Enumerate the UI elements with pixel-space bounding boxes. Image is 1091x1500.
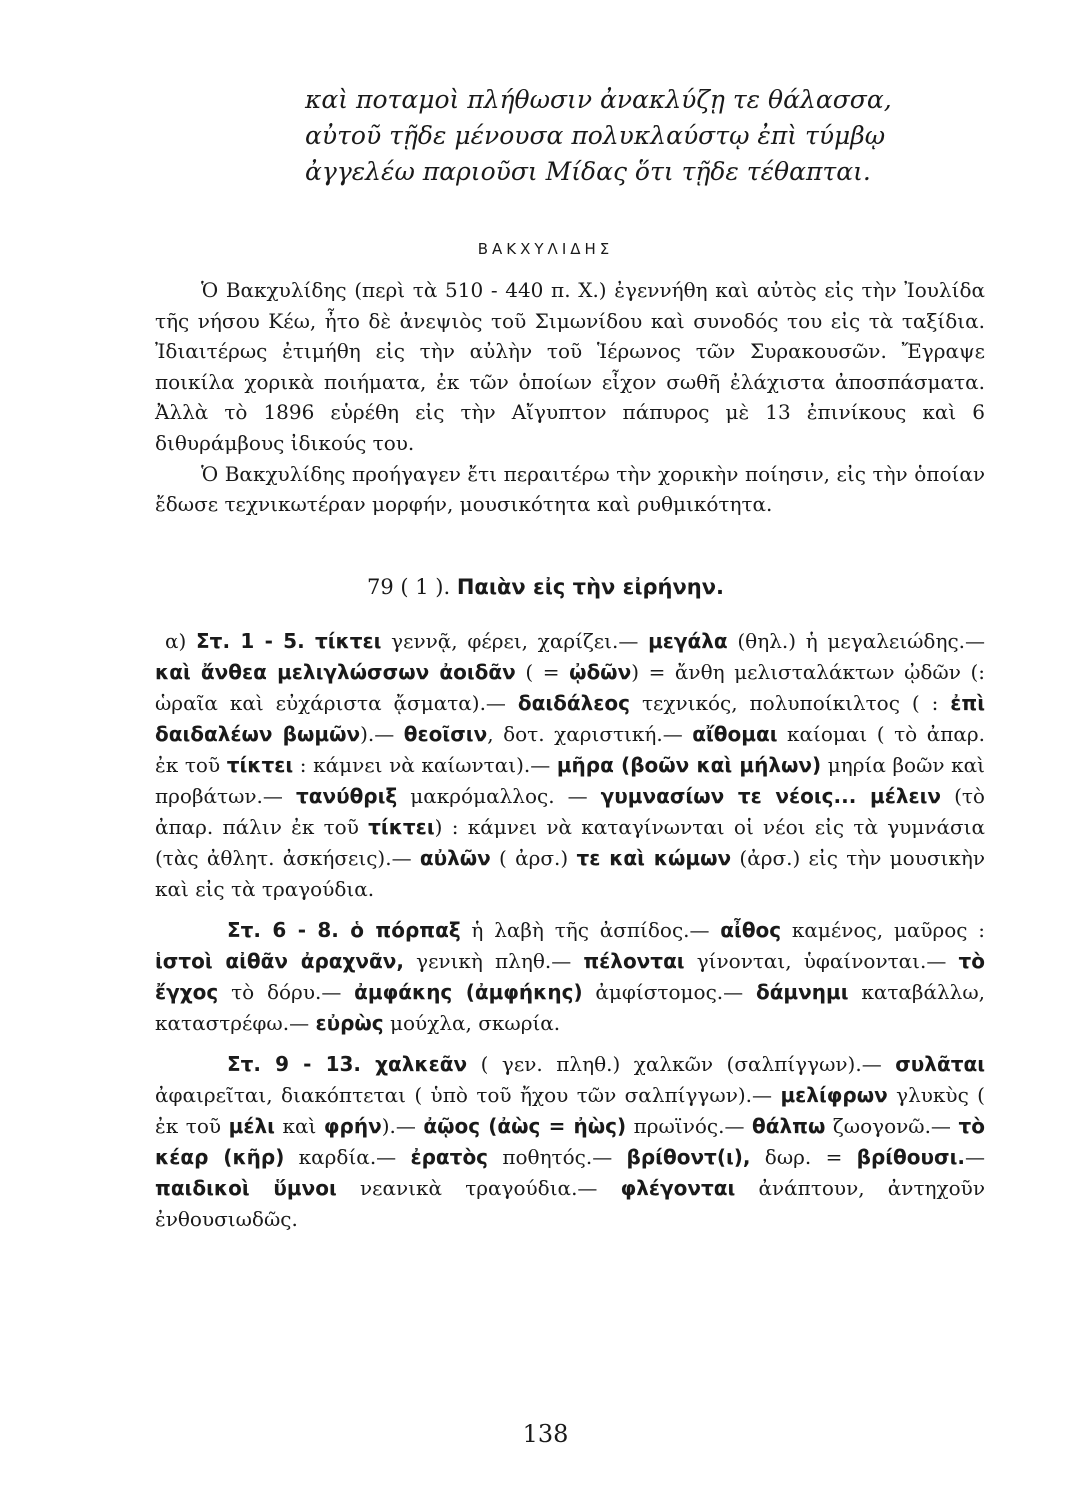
lemma-term: παιδικοὶ ὕμνοι [155, 1176, 337, 1200]
gloss-text: ) = ἄνθη μελισταλάκτων ᾠδῶν (: ὡραῖα καὶ εὐχάριστα ᾄσματα).— [155, 660, 985, 715]
biography-paragraph: Ὁ Βακχυλίδης (περὶ τὰ 510 - 440 π. Χ.) ἐγεννήθη καὶ αὐτὸς εἰς τὴν Ἰουλίδα τῆς νήσου Κέω, ἦτο δὲ ἀνεψιὸς τοῦ Σιμωνίδου καὶ συνοδός του εἰς τὰ ταξίδια. Ἰδιαιτέρως ἐτιμήθη εἰς τὴν αὐλὴν τοῦ Ἱέρωνος τῶν Συρακουσῶν. Ἔγραψε ποικίλα χορικὰ ποιήματα, ἐκ τῶν ὁποίων εἶχον σωθῆ ἐλάχιστα ἀποσπάσματα. Ἀλλὰ τὸ 1896 εὑρέθη εἰς τὴν Αἴγυπτον πάπυρος μὲ 13 ἐπινίκους καὶ 6 διθυράμβους ἰδικούς του. [155, 278, 985, 455]
gloss-text: μηρία βοῶν καὶ προβάτων.— [155, 753, 985, 808]
gloss-text: τεχνικός, πολυποίκιλτος ( : [630, 691, 951, 715]
page-number: 138 [522, 1420, 569, 1448]
lemma-term: ἐρατὸς [410, 1145, 489, 1169]
gloss-text: ).— [360, 722, 404, 746]
poem-title [0, 575, 1091, 599]
lemma-term: ἱστοὶ αἰθᾶν ἀραχνᾶν, [155, 949, 405, 973]
verse-line: ἀγγελέω παριοῦσι Μίδας ὅτι τῇδε τέθαπται. [305, 157, 871, 186]
lemma-term: μεγάλα [648, 629, 728, 653]
commentary-paragraph [155, 626, 985, 905]
gloss-text: ).— [381, 1114, 424, 1138]
biography [155, 275, 985, 520]
gloss-text: ζωογονῶ.— [825, 1114, 959, 1138]
lemma-term: Στ. 9 - 13. χαλκεᾶν [227, 1052, 468, 1076]
lemma-term: τίκτει [226, 753, 294, 777]
gloss-text: γίνονται, ὑφαίνονται.— [684, 949, 959, 973]
commentary-paragraph [155, 1049, 985, 1235]
gloss-text: ἀμφίστομος.— [582, 980, 756, 1004]
lemma-term: ἐπὶ δαιδαλέων βωμῶν [155, 691, 985, 746]
gloss-text: α) [165, 629, 197, 653]
lemma-term: καὶ ἄνθεα μελιγλώσσων ἀοιδᾶν [155, 660, 516, 684]
gloss-text: καταβάλλω, καταστρέφω.— [155, 980, 985, 1035]
lemma-term: αὐλῶν [419, 846, 491, 870]
lemma-term: θάλπω [752, 1114, 826, 1138]
gloss-text: γενικὴ πληθ.— [404, 949, 584, 973]
gloss-text: ἀνάπτουν, ἀντηχοῦν ἐνθουσιωδῶς. [155, 1176, 985, 1231]
lemma-term: δαιδάλεος [517, 691, 631, 715]
lemma-term: θεοῖσιν [403, 722, 488, 746]
gloss-text: , δοτ. χαριστική.— [487, 722, 693, 746]
lemma-term: πέλονται [583, 949, 685, 973]
gloss-text: ποθητός.— [488, 1145, 627, 1169]
lemma-term: συλᾶται [895, 1052, 985, 1076]
gloss-text: καίομαι ( τὸ ἀπαρ. ἐκ τοῦ [155, 722, 986, 777]
lemma-term: βρίθουσι. [856, 1145, 966, 1169]
gloss-text: ( = [515, 660, 570, 684]
gloss-text: (θηλ.) ἡ μεγαλειώδης.— [727, 629, 986, 653]
gloss-text: ἡ λαβὴ τῆς ἀσπίδος.— [460, 918, 721, 942]
lemma-term: τίκτει [368, 815, 435, 839]
gloss-text: ( ἀρσ.) [490, 846, 577, 870]
lemma-term: βρίθοντ(ι), [626, 1145, 751, 1169]
lemma-term: φλέγονται [620, 1176, 736, 1200]
gloss-text: καμένος, μαῦρος : [781, 918, 986, 942]
gloss-text: γλυκὺς ( ἐκ τοῦ [155, 1083, 985, 1138]
commentary-paragraph [155, 915, 985, 1039]
lemma-term: Στ. 6 - 8. ὁ πόρπαξ [227, 918, 461, 942]
lemma-term: αἴθομαι [692, 722, 778, 746]
lemma-term: γυμνασίων τε νέοις... μέλειν [600, 784, 942, 808]
gloss-text: ) : κάμνει νὰ καταγίνωνται οἱ νέοι εἰς τὰ γυμνάσια (τὰς ἀθλητ. ἀσκήσεις).— [155, 815, 985, 870]
lemma-term: Στ. 1 - 5. τίκτει [196, 629, 382, 653]
lemma-term: μέλι [228, 1114, 275, 1138]
lemma-term: τανύθριξ [295, 784, 398, 808]
gloss-text: μακρόμαλλος. — [397, 784, 601, 808]
gloss-text: καὶ [274, 1114, 324, 1138]
biography-paragraph: Ὁ Βακχυλίδης προήγαγεν ἔτι περαιτέρω τὴν χορικὴν ποίησιν, εἰς τὴν ὁποίαν ἔδωσε τεχνικωτέραν μορφήν, μουσικότητα καὶ ρυθμικότητα. [155, 461, 985, 517]
gloss-text: ἀφαιρεῖται, διακόπτεται ( ὑπὸ τοῦ ἤχου τῶν σαλπίγγων).— [155, 1083, 781, 1107]
lemma-term: τε καὶ κώμων [576, 846, 732, 870]
lemma-term: εὐρὼς [315, 1011, 384, 1035]
gloss-text: γεννᾷ, φέρει, χαρίζει.— [381, 629, 649, 653]
gloss-text: : κάμνει νὰ καίωνται).— [293, 753, 557, 777]
poem-title-text: Παιὰν εἰς τὴν εἰρήνην. [456, 575, 725, 599]
gloss-text: ( γεν. πληθ.) χαλκῶν (σαλπίγγων).— [467, 1052, 896, 1076]
lemma-term: αἶθος [720, 918, 782, 942]
verse-line: αὐτοῦ τῇδε μένουσα πολυκλαύστῳ ἐπὶ τύμβῳ [305, 121, 886, 150]
gloss-text: τὸ δόρυ.— [218, 980, 355, 1004]
lemma-term: ᾠδῶν [569, 660, 632, 684]
gloss-text: (ἀρσ.) εἰς τὴν μουσικὴν καὶ εἰς τὰ τραγούδια. [155, 846, 985, 901]
gloss-text: πρωϊνός.— [626, 1114, 753, 1138]
verse-line: καὶ ποταμοὶ πλήθωσιν ἀνακλύζῃ τε θάλασσα, [305, 85, 892, 114]
lemma-term: ἀῷος (ἀὼς = ἠὼς) [423, 1114, 627, 1138]
gloss-text: δωρ. = [750, 1145, 857, 1169]
lemma-term: τὸ ἔγχος [155, 949, 985, 1004]
lemma-term: μῆρα (βοῶν καὶ μήλων) [556, 753, 822, 777]
lemma-term: φρήν [323, 1114, 382, 1138]
gloss-text: — [965, 1145, 986, 1169]
lemma-term: δάμνημι [755, 980, 849, 1004]
gloss-text: μούχλα, σκωρία. [383, 1011, 561, 1035]
gloss-text: (τὸ ἀπαρ. πάλιν ἐκ τοῦ [155, 784, 985, 839]
lemma-term: τὸ κέαρ (κῆρ) [155, 1114, 985, 1169]
lemma-term: ἀμφάκης (ἀμφήκης) [354, 980, 583, 1004]
poem-number: 79 ( 1 ). [366, 575, 451, 599]
gloss-text: νεανικὰ τραγούδια.— [336, 1176, 621, 1200]
gloss-text: καρδία.— [284, 1145, 411, 1169]
lemma-term: μελίφρων [780, 1083, 888, 1107]
verse-quotation [305, 82, 945, 190]
commentary [155, 626, 985, 1245]
author-heading: ΒΑΚΧΥΛΙΔΗΣ [477, 240, 614, 258]
